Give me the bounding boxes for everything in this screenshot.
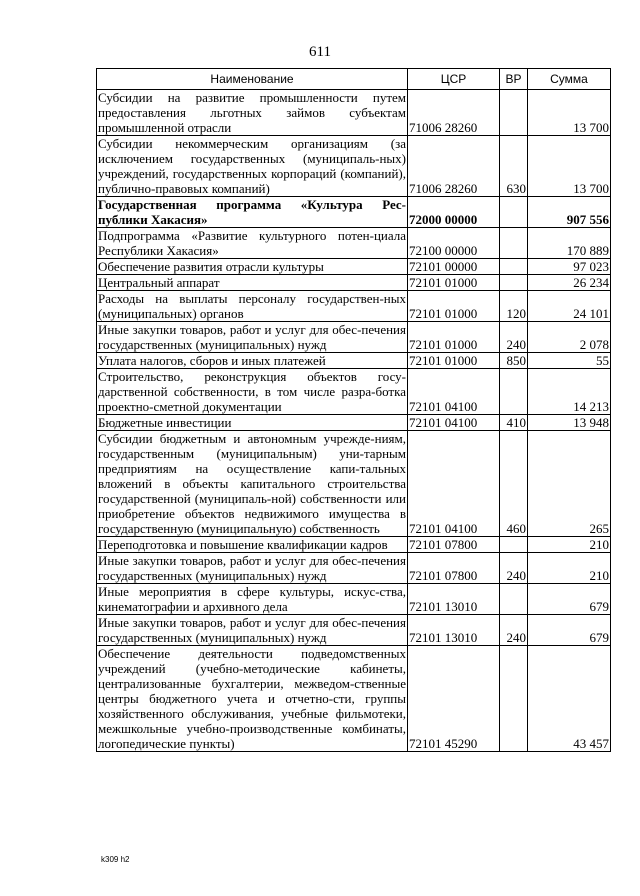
page-number: 611 bbox=[309, 44, 331, 60]
cell-csr: 72101 07800 bbox=[408, 537, 500, 553]
cell-csr: 71006 28260 bbox=[408, 90, 500, 136]
cell-vr: 240 bbox=[500, 322, 528, 353]
cell-csr: 72101 04100 bbox=[408, 369, 500, 415]
table-row bbox=[97, 615, 611, 646]
table-row bbox=[97, 584, 611, 615]
cell-name: Субсидии бюджетным и автономным учрежде-ниям, государственным (муниципальным) уни-тарным предприятиям на осуществление капи-тальных вложений в объекты капитального строительства государственной (муниципаль-ной) собственности или приобретение объектов недвижимого имущества в государственную (муниципальную) собственность bbox=[98, 431, 406, 536]
table-row bbox=[97, 353, 611, 369]
table-row bbox=[97, 553, 611, 584]
budget-table bbox=[96, 68, 611, 752]
cell-sum: 14 213 bbox=[528, 369, 611, 415]
table-header-row bbox=[97, 69, 611, 90]
table-row bbox=[97, 259, 611, 275]
cell-name: Центральный аппарат bbox=[97, 275, 408, 291]
cell-name: Субсидии на развитие промышленности путем предоставления льготных займов субъектам промышленной отрасли bbox=[98, 90, 406, 135]
cell-sum: 26 234 bbox=[528, 275, 611, 291]
cell-name: Бюджетные инвестиции bbox=[97, 415, 408, 431]
cell-csr: 72101 04100 bbox=[408, 415, 500, 431]
table-row bbox=[97, 415, 611, 431]
cell-csr: 72101 13010 bbox=[408, 584, 500, 615]
cell-vr bbox=[500, 537, 528, 553]
cell-vr: 460 bbox=[500, 431, 528, 537]
cell-csr: 71006 28260 bbox=[408, 136, 500, 197]
cell-vr bbox=[500, 646, 528, 752]
table-row bbox=[97, 431, 611, 537]
cell-vr bbox=[500, 369, 528, 415]
table-row bbox=[97, 197, 611, 228]
cell-vr bbox=[500, 197, 528, 228]
cell-vr: 630 bbox=[500, 136, 528, 197]
cell-vr: 240 bbox=[500, 553, 528, 584]
cell-sum: 170 889 bbox=[528, 228, 611, 259]
cell-sum: 13 700 bbox=[528, 136, 611, 197]
cell-sum: 265 bbox=[528, 431, 611, 537]
cell-sum: 679 bbox=[528, 615, 611, 646]
cell-name: Иные закупки товаров, работ и услуг для обес-печения государственных (муниципальных) нужд bbox=[98, 553, 406, 583]
column-header-sum: Сумма bbox=[528, 69, 611, 90]
cell-vr: 120 bbox=[500, 291, 528, 322]
table-row bbox=[97, 369, 611, 415]
cell-vr: 410 bbox=[500, 415, 528, 431]
cell-name: Государственная программа «Культура Рес-публики Хакасия» bbox=[98, 197, 406, 227]
table-row bbox=[97, 322, 611, 353]
table-row bbox=[97, 90, 611, 136]
cell-sum: 13 948 bbox=[528, 415, 611, 431]
table-row bbox=[97, 537, 611, 553]
cell-vr bbox=[500, 228, 528, 259]
cell-vr bbox=[500, 584, 528, 615]
cell-sum: 55 bbox=[528, 353, 611, 369]
cell-sum: 24 101 bbox=[528, 291, 611, 322]
cell-sum: 210 bbox=[528, 537, 611, 553]
cell-sum: 210 bbox=[528, 553, 611, 584]
cell-sum: 679 bbox=[528, 584, 611, 615]
cell-name: Уплата налогов, сборов и иных платежей bbox=[97, 353, 408, 369]
cell-name: Иные закупки товаров, работ и услуг для обес-печения государственных (муниципальных) нужд bbox=[98, 322, 406, 352]
cell-name: Субсидии некоммерческим организациям (за исключением государственных (муниципаль-ных) учреждений, государственных корпораций (компаний), публично-правовых компаний) bbox=[98, 136, 406, 196]
table-body bbox=[97, 90, 611, 752]
cell-csr: 72101 00000 bbox=[408, 259, 500, 275]
cell-csr: 72101 04100 bbox=[408, 431, 500, 537]
cell-vr bbox=[500, 90, 528, 136]
table-row bbox=[97, 275, 611, 291]
cell-name: Иные закупки товаров, работ и услуг для обес-печения государственных (муниципальных) нужд bbox=[98, 615, 406, 645]
cell-csr: 72000 00000 bbox=[408, 197, 500, 228]
cell-vr bbox=[500, 275, 528, 291]
cell-name: Подпрограмма «Развитие культурного потен-циала Республики Хакасия» bbox=[98, 228, 406, 258]
table-row bbox=[97, 646, 611, 752]
cell-csr: 72101 01000 bbox=[408, 353, 500, 369]
cell-csr: 72100 00000 bbox=[408, 228, 500, 259]
cell-vr: 240 bbox=[500, 615, 528, 646]
cell-csr: 72101 01000 bbox=[408, 322, 500, 353]
cell-sum: 43 457 bbox=[528, 646, 611, 752]
cell-csr: 72101 45290 bbox=[408, 646, 500, 752]
cell-name: Расходы на выплаты персоналу государствен-ных (муниципальных) органов bbox=[98, 291, 406, 321]
column-header-name: Наименование bbox=[97, 69, 408, 90]
column-header-vr: ВР bbox=[500, 69, 528, 90]
footer-code: k309 h2 bbox=[101, 855, 130, 864]
cell-sum: 2 078 bbox=[528, 322, 611, 353]
cell-vr bbox=[500, 259, 528, 275]
cell-csr: 72101 01000 bbox=[408, 275, 500, 291]
cell-sum: 97 023 bbox=[528, 259, 611, 275]
cell-name: Иные мероприятия в сфере культуры, искус-ства, кинематографии и архивного дела bbox=[98, 584, 406, 614]
cell-name: Обеспечение деятельности подведомственных учреждений (учебно-методические кабинеты, централизованные бухгалтерии, межведом-ственные центры бюджетного учета и отчетно-сти, группы хозяйственного обслуживания, учебные фильмотеки, межшкольные учебно-производственные комбинаты, логопедические пункты) bbox=[98, 646, 406, 751]
table-row bbox=[97, 136, 611, 197]
cell-sum: 907 556 bbox=[528, 197, 611, 228]
column-header-csr: ЦСР bbox=[408, 69, 500, 90]
cell-csr: 72101 13010 bbox=[408, 615, 500, 646]
table-row bbox=[97, 228, 611, 259]
cell-name: Строительство, реконструкция объектов госу-дарственной собственности, в том числе разра-ботка проектно-сметной документации bbox=[98, 369, 406, 414]
cell-sum: 13 700 bbox=[528, 90, 611, 136]
cell-name: Обеспечение развития отрасли культуры bbox=[97, 259, 408, 275]
cell-csr: 72101 07800 bbox=[408, 553, 500, 584]
cell-vr: 850 bbox=[500, 353, 528, 369]
table-row bbox=[97, 291, 611, 322]
cell-name: Переподготовка и повышение квалификации кадров bbox=[97, 537, 408, 553]
cell-csr: 72101 01000 bbox=[408, 291, 500, 322]
